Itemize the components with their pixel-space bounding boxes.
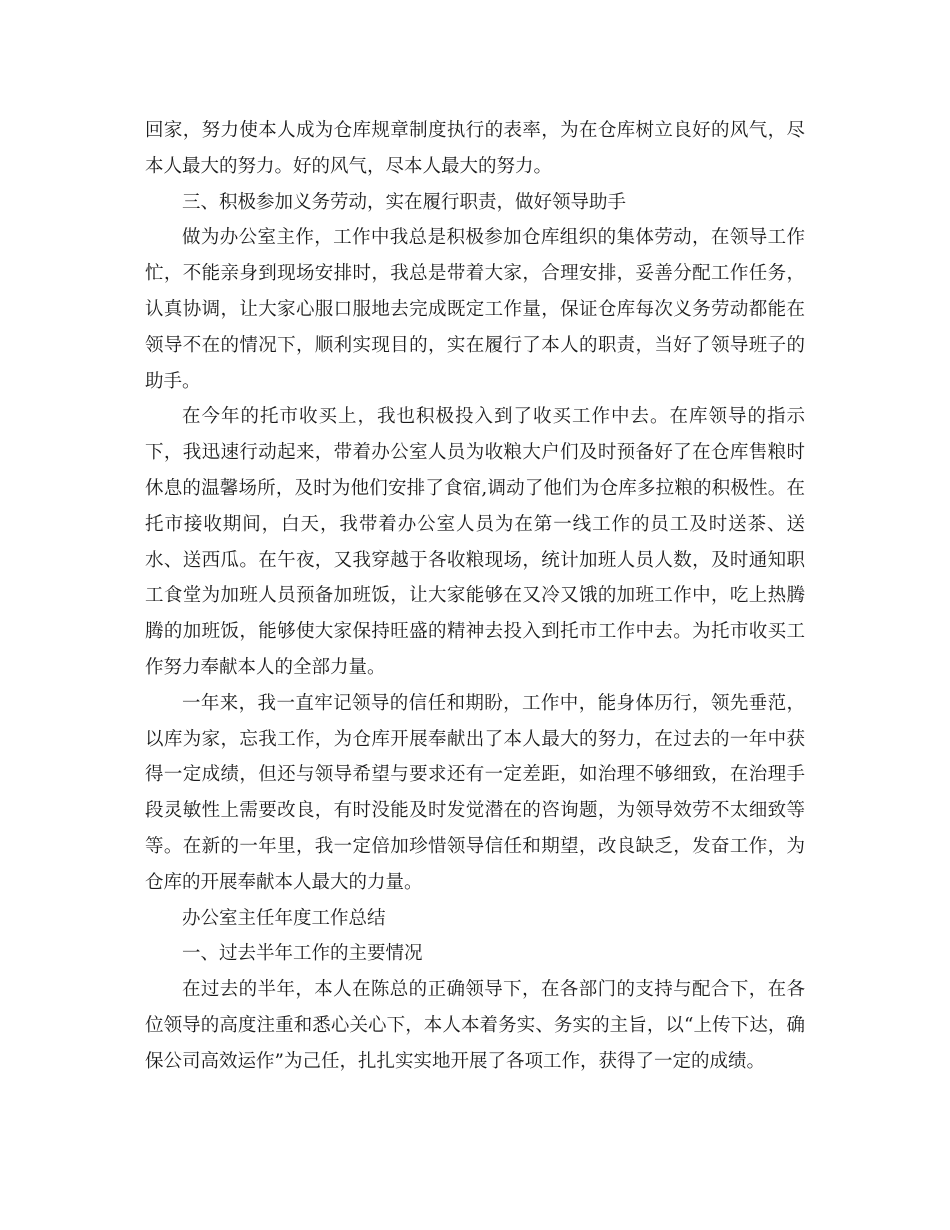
document-title-annual-summary: 办公室主任年度工作总结 [182,907,386,929]
paragraph-grain-purchase: 在今年的托市收买上，我也积极投入到了收买工作中去。在库领导的指示下，我迅速行动起来，带着办公室人员为收粮大户们及时预备好了在仓库售粮时休息的温馨场所，及时为他们安排了食宿,调动了他们为仓库多拉粮的积极性。在托市接收期间，白天，我带着办公室人员为在第一线工作的员工及时送茶、送水、送西瓜。在午夜，又我穿越于各收粮现场，统计加班人员人数，及时通知职工食堂为加班人员预备加班饭，让大家能够在又冷又饿的加班工作中，吃上热腾腾的加班饭，能够使大家保持旺盛的精神去投入到托市工作中去。为托市收买工作努力奉献本人的全部力量。 [145,406,805,678]
paragraph-year-review: 一年来，我一直牢记领导的信任和期盼，工作中，能身体历行，领先垂范，以库为家，忘我工作，为仓库开展奉献出了本人最大的努力，在过去的一年中获得一定成绩，但还与领导希望与要求还有一定差距，如治理不够细致，在治理手段灵敏性上需要改良，有时没能及时发觉潜在的咨询题，为领导效劳不太细致等等。在新的一年里，我一定倍加珍惜领导信任和期望，改良缺乏，发奋工作，为仓库的开展奉献本人最大的力量。 [145,692,805,893]
paragraph-continuation: 回家，努力使本人成为仓库规章制度执行的表率，为在仓库树立良好的风气，尽本人最大的努力。好的风气，尽本人最大的努力。 [145,120,805,177]
paragraph-office-labor: 做为办公室主作，工作中我总是积极参加仓库组织的集体劳动，在领导工作忙，不能亲身到现场安排时，我总是带着大家，合理安排，妥善分配工作任务，认真协调，让大家心服口服地去完成既定工作量，保证仓库每次义务劳动都能在领导不在的情况下，顺利实现目的，实在履行了本人的职责，当好了领导班子的助手。 [145,227,805,392]
section-heading-1: 一、过去半年工作的主要情况 [182,943,423,965]
document-body [145,113,805,1080]
paragraph-half-year-work: 在过去的半年，本人在陈总的正确领导下，在各部门的支持与配合下，在各位领导的高度注重和悉心关心下，本人本着务实、务实的主旨，以“上传下达，确保公司高效运作”为己任，扎扎实实地开展了各项工作，获得了一定的成绩。 [145,979,805,1072]
section-heading-3: 三、积极参加义务劳动，实在履行职责，做好领导助手 [182,191,627,213]
